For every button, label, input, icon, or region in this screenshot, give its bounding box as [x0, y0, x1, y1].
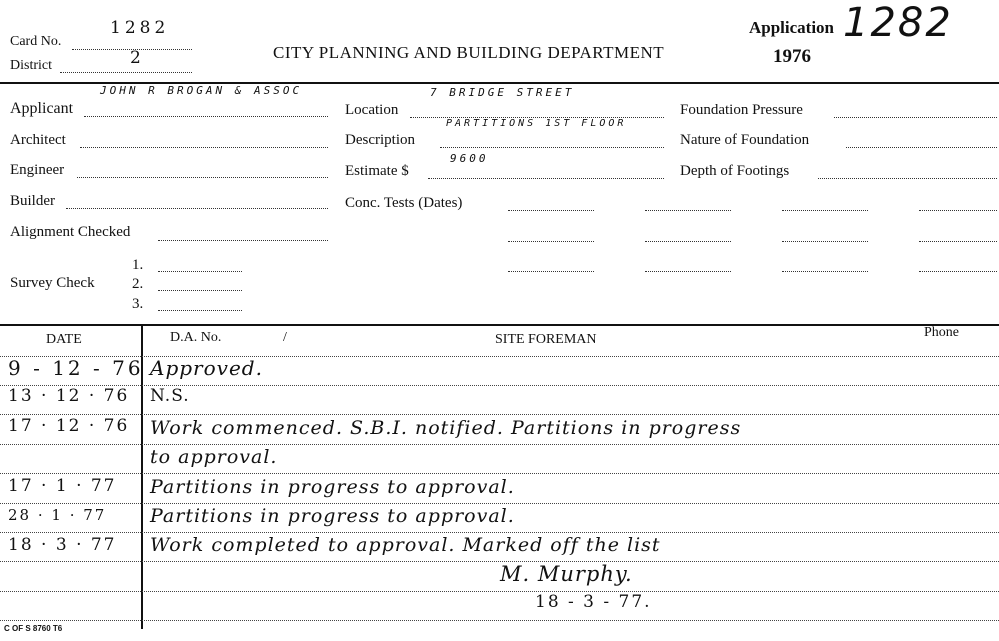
conc-test-line	[782, 271, 868, 272]
conc-test-line	[919, 210, 997, 211]
survey-check-label: Survey Check	[10, 275, 95, 291]
phone-header: Phone	[924, 325, 959, 340]
conc-test-line	[645, 210, 731, 211]
card-no-value: 1282	[110, 18, 170, 38]
description-value: PARTITIONS 1ST FLOOR	[446, 118, 627, 129]
estimate-value: 9600	[450, 152, 489, 165]
log-rule	[0, 532, 999, 533]
district-value: 2	[130, 48, 142, 68]
signature-date: 18 - 3 - 77.	[535, 592, 652, 612]
application-label: Application	[749, 18, 835, 37]
applicant-value: JOHN R BROGAN & ASSOC	[100, 84, 303, 97]
architect-label: Architect	[10, 132, 66, 148]
log-row-text: Approved.	[150, 356, 263, 380]
log-row-text: to approval.	[150, 446, 278, 468]
applicant-line	[84, 116, 328, 117]
log-rule	[0, 444, 999, 445]
depth-of-footings-label: Depth of Footings	[680, 163, 790, 179]
survey-line-1	[158, 271, 242, 272]
log-row-date: 13 · 12 · 76	[8, 386, 130, 406]
conc-test-line	[645, 241, 731, 242]
location-value: 7 BRIDGE STREET	[430, 86, 575, 99]
survey-line-2	[158, 290, 242, 291]
estimate-label: Estimate $	[345, 163, 409, 179]
log-row-date: 17 · 1 · 77	[8, 476, 117, 496]
builder-line	[66, 208, 328, 209]
foreman-signature: M. Murphy.	[500, 562, 633, 586]
depth-of-footings-line	[818, 178, 997, 179]
log-row-text: Work commenced. S.B.I. notified. Partitions in progress	[150, 417, 742, 439]
foundation-pressure-label: Foundation Pressure	[680, 102, 803, 118]
da-no-slash: /	[283, 330, 287, 345]
conc-test-line	[919, 241, 997, 242]
conc-test-line	[782, 241, 868, 242]
applicant-label: Applicant	[10, 100, 74, 117]
log-rule	[0, 591, 999, 592]
da-no-header: D.A. No.	[170, 330, 222, 345]
survey-item-3: 3.	[132, 296, 144, 312]
nature-of-foundation-label: Nature of Foundation	[680, 132, 810, 148]
date-header: DATE	[46, 332, 82, 347]
architect-line	[80, 147, 328, 148]
alignment-checked-line	[158, 240, 328, 241]
log-row-date: 18 · 3 · 77	[8, 535, 117, 555]
site-foreman-header: SITE FOREMAN	[495, 332, 597, 347]
district-label: District	[10, 58, 52, 73]
foundation-pressure-line	[834, 117, 997, 118]
builder-label: Builder	[10, 193, 55, 209]
log-rule	[0, 503, 999, 504]
estimate-line	[428, 178, 664, 179]
application-year: 1976	[773, 46, 811, 67]
department-title: CITY PLANNING AND BUILDING DEPARTMENT	[273, 43, 665, 62]
conc-test-line	[919, 271, 997, 272]
location-label: Location	[345, 102, 399, 118]
card-no-label: Card No.	[10, 34, 62, 49]
conc-test-line	[508, 241, 594, 242]
alignment-checked-label: Alignment Checked	[10, 224, 131, 240]
application-number: 1282	[843, 0, 953, 46]
survey-item-2: 2.	[132, 276, 144, 292]
conc-tests-label: Conc. Tests (Dates)	[345, 195, 463, 211]
survey-line-3	[158, 310, 242, 311]
form-code: C OF S 8760 T6	[4, 624, 63, 633]
engineer-label: Engineer	[10, 162, 65, 178]
description-line	[440, 147, 664, 148]
log-row-date: 28 · 1 · 77	[8, 506, 107, 524]
conc-test-line	[508, 271, 594, 272]
engineer-line	[77, 177, 328, 178]
log-rule	[0, 473, 999, 474]
survey-item-1: 1.	[132, 257, 144, 273]
district-line	[60, 72, 192, 73]
log-row-text: N.S.	[150, 386, 190, 406]
log-rule	[0, 414, 999, 415]
log-row-text: Partitions in progress to approval.	[150, 476, 515, 498]
log-rule	[0, 620, 999, 621]
log-row-date: 9 - 12 - 76	[8, 356, 144, 380]
nature-of-foundation-line	[846, 147, 997, 148]
log-row-text: Partitions in progress to approval.	[150, 505, 515, 527]
log-row-text: Work completed to approval. Marked off the list	[150, 534, 661, 556]
log-row-date: 17 · 12 · 76	[8, 416, 130, 436]
log-top-border	[0, 324, 999, 326]
conc-test-line	[645, 271, 731, 272]
description-label: Description	[345, 132, 415, 148]
conc-test-line	[782, 210, 868, 211]
conc-test-line	[508, 210, 594, 211]
